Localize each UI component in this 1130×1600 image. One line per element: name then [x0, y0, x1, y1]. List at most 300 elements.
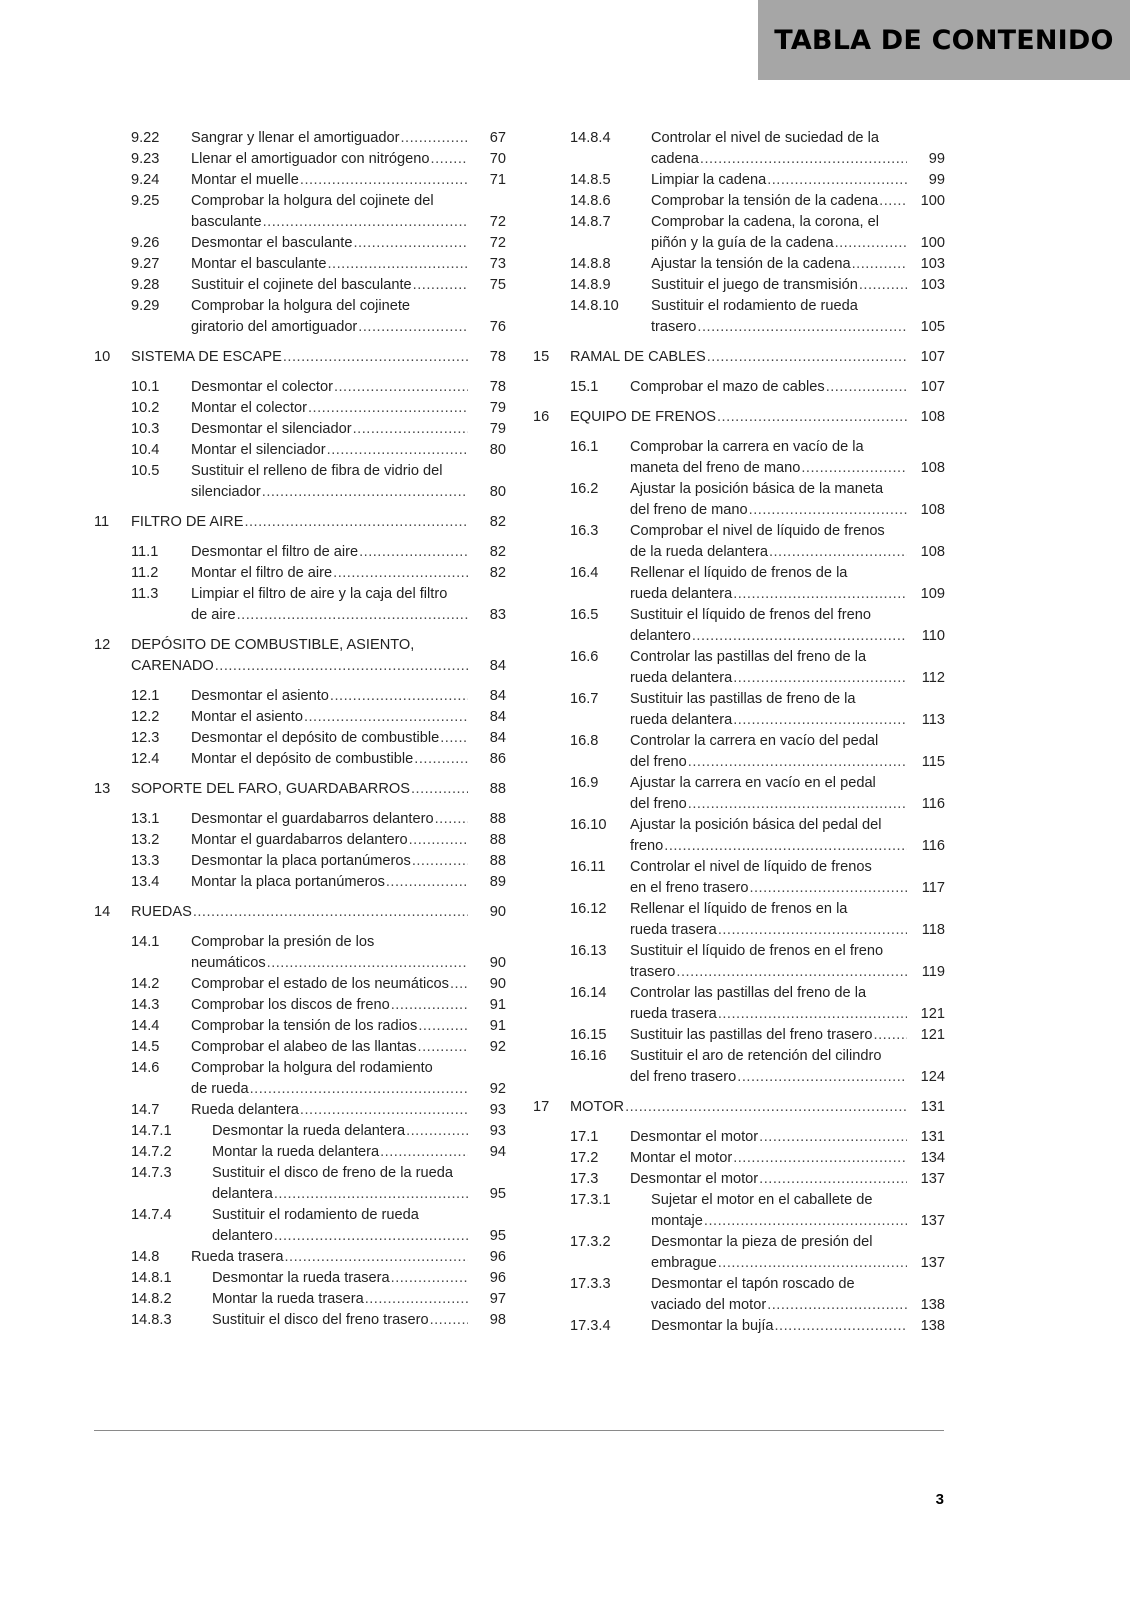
toc-entry-title [191, 398, 472, 419]
toc-entry-last-line [131, 902, 472, 923]
toc-entry-number: 9.27 [131, 256, 160, 272]
toc-entry-last-line [191, 212, 472, 233]
toc-entry-14-1[interactable] [94, 932, 506, 974]
toc-entry-title-line: DEPÓSITO DE COMBUSTIBLE, ASIENTO, [131, 637, 415, 653]
toc-entry-title [630, 1046, 911, 1088]
toc-entry-last-line [630, 584, 911, 605]
toc-entry-number: 12.2 [131, 709, 160, 725]
toc-entry-page: 100 [920, 235, 945, 251]
toc-entry-14-7-1[interactable] [94, 1121, 506, 1142]
toc-entry-last-line [191, 233, 472, 254]
toc-entry-title [191, 728, 472, 749]
toc-entry-number: 12.3 [131, 730, 160, 746]
toc-entry-page: 88 [489, 781, 506, 797]
toc-entry-last-line [570, 407, 911, 428]
toc-entry-title-line: Desmontar el guardabarros delantero [191, 811, 434, 827]
dot-leader [688, 752, 907, 773]
toc-entry-title [630, 815, 911, 857]
toc-entry-13-1[interactable] [94, 809, 506, 830]
toc-entry-title [191, 563, 472, 584]
toc-entry-title-line: de la rueda delantera [630, 544, 768, 560]
toc-entry-14-2[interactable] [94, 974, 506, 995]
toc-entry-last-line [651, 1253, 911, 1274]
toc-entry-last-line [191, 686, 472, 707]
toc-entry-last-line [630, 710, 911, 731]
toc-entry-title-line: trasero [630, 964, 676, 980]
dot-leader [358, 317, 468, 338]
toc-entry-14-8-2[interactable] [94, 1289, 506, 1310]
toc-entry-title-line: Montar el motor [630, 1150, 733, 1166]
toc-entry-page: 95 [489, 1186, 506, 1202]
toc-entry-title-line: Sustituir el disco del freno trasero [212, 1312, 429, 1328]
toc-entry-title [570, 347, 911, 368]
dot-leader [769, 542, 907, 563]
toc-entry-12-2[interactable] [94, 707, 506, 728]
toc-entry-title [630, 377, 911, 398]
toc-entry-title-line: Montar la rueda trasera [212, 1291, 364, 1307]
toc-entry-number: 14.8.1 [131, 1270, 172, 1286]
toc-entry-14[interactable] [94, 902, 506, 923]
toc-entry-17-1[interactable] [533, 1127, 945, 1148]
toc-entry-title-line: neumáticos [191, 955, 266, 971]
toc-entry-17-2[interactable] [533, 1148, 945, 1169]
toc-entry-page: 94 [489, 1144, 506, 1160]
toc-entry-16-1[interactable] [533, 437, 945, 479]
toc-entry-last-line [212, 1121, 472, 1142]
toc-entry-title [630, 563, 911, 605]
toc-entry-last-line [630, 1148, 911, 1169]
toc-entry-14-7-3[interactable] [94, 1163, 506, 1205]
toc-entry-10-1[interactable] [94, 377, 506, 398]
toc-entry-16-5[interactable] [533, 605, 945, 647]
toc-entry-9-25[interactable] [94, 191, 506, 233]
toc-entry-page: 121 [920, 1027, 945, 1043]
toc-entry-last-line [630, 1004, 911, 1025]
toc-entry-last-line [191, 275, 472, 296]
toc-entry-last-line [630, 752, 911, 773]
toc-entry-title [191, 1058, 472, 1100]
toc-entry-page: 70 [489, 151, 506, 167]
dot-leader [688, 794, 907, 815]
toc-entry-9-22[interactable] [94, 128, 506, 149]
toc-entry-9-23[interactable] [94, 149, 506, 170]
toc-entry-16-12[interactable] [533, 899, 945, 941]
toc-entry-9-24[interactable] [94, 170, 506, 191]
page-title: TABLA DE CONTENIDO [774, 24, 1114, 56]
toc-entry-16-13[interactable] [533, 941, 945, 983]
toc-entry-15-1[interactable] [533, 377, 945, 398]
toc-entry-last-line [651, 191, 911, 212]
toc-entry-number: 12.4 [131, 751, 160, 767]
toc-entry-number: 16.9 [570, 775, 599, 791]
toc-entry-16-10[interactable] [533, 815, 945, 857]
toc-entry-number: 16.13 [570, 943, 607, 959]
toc-entry-title-line: Montar el asiento [191, 709, 303, 725]
toc-entry-title [191, 191, 472, 233]
toc-entry-page: 99 [928, 151, 945, 167]
dot-leader [250, 1079, 468, 1100]
toc-entry-9-26[interactable] [94, 233, 506, 254]
toc-entry-title-line: Ajustar la posición básica de la maneta [630, 481, 884, 497]
toc-entry-title [212, 1289, 472, 1310]
toc-entry-title-line: embrague [651, 1255, 717, 1271]
toc-entry-number: 14.8.10 [570, 298, 619, 314]
toc-entry-number: 15 [533, 349, 550, 365]
toc-entry-16-6[interactable] [533, 647, 945, 689]
toc-entry-title-line: Sustituir el líquido de frenos del freno [630, 607, 871, 623]
toc-entry-17-3-3[interactable] [533, 1274, 945, 1316]
toc-entry-number: 13.1 [131, 811, 160, 827]
toc-entry-last-line [131, 656, 472, 677]
toc-entry-page: 131 [920, 1129, 945, 1145]
dot-leader [625, 1097, 907, 1118]
toc-entry-12-1[interactable] [94, 686, 506, 707]
toc-entry-12-3[interactable] [94, 728, 506, 749]
toc-entry-title-line: rueda delantera [630, 712, 733, 728]
toc-entry-page: 76 [489, 319, 506, 335]
toc-entry-title-line: Montar el basculante [191, 256, 327, 272]
toc-entry-number: 9.29 [131, 298, 160, 314]
toc-entry-17-3[interactable] [533, 1169, 945, 1190]
toc-entry-14-8-6[interactable] [533, 191, 945, 212]
toc-entry-title [191, 419, 472, 440]
toc-entry-title-line: Comprobar el nivel de líquido de frenos [630, 523, 885, 539]
toc-entry-number: 13.4 [131, 874, 160, 890]
dot-leader [707, 347, 907, 368]
dot-leader [391, 1268, 468, 1289]
toc-entry-title-line: rueda trasera [630, 922, 717, 938]
toc-entry-title [630, 731, 911, 773]
toc-entry-title-line: Montar el muelle [191, 172, 299, 188]
toc-entry-last-line [630, 377, 911, 398]
toc-entry-title-line: delantero [630, 628, 691, 644]
toc-entry-number: 14.8.3 [131, 1312, 172, 1328]
dot-leader [267, 953, 468, 974]
toc-entry-10-4[interactable] [94, 440, 506, 461]
toc-entry-title [191, 149, 472, 170]
toc-entry-title-line: SOPORTE DEL FARO, GUARDABARROS [131, 781, 410, 797]
toc-entry-title [191, 1247, 472, 1268]
dot-leader [692, 626, 907, 647]
toc-entry-16-2[interactable] [533, 479, 945, 521]
dot-leader [440, 728, 468, 749]
toc-entry-title-line: Sustituir el relleno de fibra de vidrio del [191, 463, 443, 479]
toc-entry-page: 96 [489, 1249, 506, 1265]
toc-entry-16-9[interactable] [533, 773, 945, 815]
toc-entry-17-3-4[interactable] [533, 1316, 945, 1337]
toc-entry-page: 90 [489, 904, 506, 920]
toc-entry-title-line: Montar el silenciador [191, 442, 326, 458]
toc-entry-title [191, 584, 472, 626]
toc-entry-9-29[interactable] [94, 296, 506, 338]
toc-entry-title-line: SISTEMA DE ESCAPE [131, 349, 282, 365]
toc-entry-title-line: Sangrar y llenar el amortiguador [191, 130, 400, 146]
toc-entry-number: 17.3.2 [570, 1234, 611, 1250]
toc-entry-13-4[interactable] [94, 872, 506, 893]
dot-leader [717, 407, 907, 428]
toc-entry-last-line [630, 500, 911, 521]
dot-leader [418, 1037, 468, 1058]
toc-entry-14-8-8[interactable] [533, 254, 945, 275]
toc-entry-number: 16.16 [570, 1048, 607, 1064]
toc-entry-title-line: Ajustar la posición básica del pedal del [630, 817, 882, 833]
toc-entry-title-line: Limpiar la cadena [651, 172, 767, 188]
toc-entry-title-line: Rellenar el líquido de frenos de la [630, 565, 848, 581]
toc-entry-14-7-2[interactable] [94, 1142, 506, 1163]
toc-entry-title-line: maneta del freno de mano [630, 460, 801, 476]
toc-entry-last-line [131, 512, 472, 533]
dot-leader [759, 1127, 907, 1148]
toc-entry-17-3-2[interactable] [533, 1232, 945, 1274]
toc-entry-title-line: del freno de mano [630, 502, 748, 518]
toc-entry-title [191, 707, 472, 728]
toc-entry-11-1[interactable] [94, 542, 506, 563]
toc-entry-number: 9.28 [131, 277, 160, 293]
toc-entry-14-7[interactable] [94, 1100, 506, 1121]
toc-entry-title-line: rueda delantera [630, 670, 733, 686]
toc-entry-14-8-7[interactable] [533, 212, 945, 254]
toc-entry-number: 14.8 [131, 1249, 160, 1265]
toc-entry-16-15[interactable] [533, 1025, 945, 1046]
toc-entry-title [191, 830, 472, 851]
toc-entry-number: 15.1 [570, 379, 599, 395]
toc-entry-title [212, 1142, 472, 1163]
toc-entry-14-6[interactable] [94, 1058, 506, 1100]
toc-entry-number: 12.1 [131, 688, 160, 704]
toc-entry-title-line: Controlar el nivel de líquido de frenos [630, 859, 872, 875]
toc-entry-title-line: Desmontar el colector [191, 379, 333, 395]
toc-entry-title-line: Controlar la carrera en vacío del pedal [630, 733, 879, 749]
toc-entry-page: 88 [489, 832, 506, 848]
toc-entry-title [651, 1316, 911, 1337]
toc-entry-page: 99 [928, 172, 945, 188]
toc-entry-page: 82 [489, 544, 506, 560]
toc-entry-10-5[interactable] [94, 461, 506, 503]
toc-entry-title [131, 902, 472, 923]
toc-entry-last-line [191, 563, 472, 584]
toc-entry-title-line: rueda trasera [630, 1006, 717, 1022]
toc-left-column [94, 128, 506, 1331]
toc-entry-title-line: Sustituir el líquido de frenos en el freno [630, 943, 884, 959]
toc-entry-title [651, 1232, 911, 1274]
toc-entry-page: 119 [921, 964, 945, 980]
toc-entry-number: 14.6 [131, 1060, 160, 1076]
toc-entry-title-line: delantero [212, 1228, 273, 1244]
toc-entry-title-line: freno [630, 838, 664, 854]
toc-entry-title [191, 1037, 472, 1058]
toc-entry-14-8[interactable] [94, 1247, 506, 1268]
toc-entry-last-line [630, 668, 911, 689]
toc-entry-13-3[interactable] [94, 851, 506, 872]
toc-entry-title [191, 461, 472, 503]
toc-entry-10[interactable] [94, 347, 506, 368]
toc-entry-title-line: Comprobar la holgura del cojinete [191, 298, 411, 314]
toc-entry-page: 67 [489, 130, 506, 146]
toc-entry-page: 92 [489, 1039, 506, 1055]
toc-entry-number: 10 [94, 349, 111, 365]
toc-entry-title [630, 1169, 911, 1190]
toc-entry-title-line: Sustituir el rodamiento de rueda [212, 1207, 419, 1223]
toc-entry-16-8[interactable] [533, 731, 945, 773]
toc-entry-16-3[interactable] [533, 521, 945, 563]
toc-entry-title-line: Controlar las pastillas del freno de la [630, 985, 867, 1001]
toc-entry-title-line: cadena [651, 151, 699, 167]
toc-entry-13-2[interactable] [94, 830, 506, 851]
toc-entry-number: 16.10 [570, 817, 607, 833]
toc-entry-10-3[interactable] [94, 419, 506, 440]
toc-entry-title-line: Sustituir el aro de retención del cilindro [630, 1048, 882, 1064]
toc-entry-last-line [651, 275, 911, 296]
toc-entry-title [191, 296, 472, 338]
toc-entry-number: 14.1 [131, 934, 160, 950]
toc-entry-15[interactable] [533, 347, 945, 368]
toc-entry-12-4[interactable] [94, 749, 506, 770]
toc-entry-last-line [191, 254, 472, 275]
toc-entry-14-8-3[interactable] [94, 1310, 506, 1331]
toc-entry-14-3[interactable] [94, 995, 506, 1016]
toc-entry-9-28[interactable] [94, 275, 506, 296]
dot-leader [414, 749, 468, 770]
toc-entry-number: 10.5 [131, 463, 160, 479]
toc-entry-title-line: RAMAL DE CABLES [570, 349, 706, 365]
toc-entry-page: 109 [920, 586, 945, 602]
toc-entry-number: 17.2 [570, 1150, 599, 1166]
toc-entry-14-5[interactable] [94, 1037, 506, 1058]
toc-entry-page: 107 [920, 379, 945, 395]
toc-entry-11[interactable] [94, 512, 506, 533]
toc-entry-page: 78 [489, 379, 506, 395]
dot-leader [733, 710, 907, 731]
toc-right-column [533, 128, 945, 1337]
toc-entry-14-8-10[interactable] [533, 296, 945, 338]
toc-entry-title [630, 899, 911, 941]
toc-entry-page: 73 [489, 256, 506, 272]
dot-leader [365, 1289, 468, 1310]
toc-entry-page: 83 [489, 607, 506, 623]
toc-entry-10-2[interactable] [94, 398, 506, 419]
toc-entry-9-27[interactable] [94, 254, 506, 275]
toc-entry-14-7-4[interactable] [94, 1205, 506, 1247]
toc-entry-page: 78 [489, 349, 506, 365]
toc-entry-title-line: Comprobar la carrera en vacío de la [630, 439, 864, 455]
toc-entry-title-line: vaciado del motor [651, 1297, 767, 1313]
dot-leader [274, 1226, 468, 1247]
toc-entry-number: 9.24 [131, 172, 160, 188]
toc-entry-number: 14.8.7 [570, 214, 611, 230]
toc-entry-title [570, 407, 911, 428]
dot-leader [737, 1067, 907, 1088]
toc-entry-page: 80 [489, 442, 506, 458]
toc-entry-number: 17.3.1 [570, 1192, 611, 1208]
toc-entry-page: 124 [920, 1069, 945, 1085]
toc-entry-12[interactable] [94, 635, 506, 677]
toc-entry-number: 9.26 [131, 235, 160, 251]
toc-entry-number: 17.3.3 [570, 1276, 611, 1292]
toc-entry-title-line: de rueda [191, 1081, 249, 1097]
toc-entry-title-line: Montar la rueda delantera [212, 1144, 380, 1160]
toc-entry-title-line: Controlar el nivel de suciedad de la [651, 130, 879, 146]
dot-leader [359, 542, 468, 563]
toc-entry-last-line [630, 878, 911, 899]
dot-leader [406, 1121, 468, 1142]
toc-entry-number: 14.7.2 [131, 1144, 172, 1160]
toc-entry-title-line: Comprobar la holgura del rodamiento [191, 1060, 433, 1076]
toc-entry-title-line: Comprobar el mazo de cables [630, 379, 825, 395]
dot-leader [718, 1253, 907, 1274]
toc-entry-16-16[interactable] [533, 1046, 945, 1088]
toc-entry-page: 138 [920, 1297, 945, 1313]
dot-leader [718, 920, 907, 941]
toc-entry-title [191, 974, 472, 995]
toc-entry-title [630, 1025, 911, 1046]
toc-entry-title-line: Sustituir el juego de transmisión [651, 277, 858, 293]
toc-entry-11-3[interactable] [94, 584, 506, 626]
dot-leader [353, 233, 468, 254]
toc-entry-13[interactable] [94, 779, 506, 800]
toc-entry-16-14[interactable] [533, 983, 945, 1025]
toc-entry-title [630, 857, 911, 899]
toc-entry-16-11[interactable] [533, 857, 945, 899]
toc-entry-number: 17.3 [570, 1171, 599, 1187]
toc-entry-title-line: Llenar el amortiguador con nitrógeno [191, 151, 430, 167]
toc-entry-number: 13.3 [131, 853, 160, 869]
toc-entry-number: 16.2 [570, 481, 599, 497]
dot-leader [835, 233, 907, 254]
toc-entry-title [651, 254, 911, 275]
dot-leader [263, 212, 468, 233]
toc-entry-14-8-1[interactable] [94, 1268, 506, 1289]
toc-entry-last-line [630, 542, 911, 563]
toc-entry-16[interactable] [533, 407, 945, 428]
toc-entry-14-8-4[interactable] [533, 128, 945, 170]
dot-leader [412, 851, 468, 872]
toc-entry-title-line: Limpiar el filtro de aire y la caja del filtro [191, 586, 448, 602]
toc-entry-page: 108 [920, 409, 945, 425]
toc-entry-title-line: Desmontar el tapón roscado de [651, 1276, 855, 1292]
toc-entry-title [131, 635, 472, 677]
toc-entry-title [630, 1148, 911, 1169]
toc-entry-17-3-1[interactable] [533, 1190, 945, 1232]
toc-entry-page: 137 [920, 1255, 945, 1271]
toc-entry-title-line: CARENADO [131, 658, 214, 674]
dot-leader [284, 1247, 468, 1268]
toc-entry-page: 108 [920, 502, 945, 518]
toc-entry-title [191, 1016, 472, 1037]
toc-entry-page: 72 [489, 214, 506, 230]
toc-entry-title-line: Rueda trasera [191, 1249, 284, 1265]
toc-entry-title-line: del freno trasero [630, 1069, 737, 1085]
toc-entry-number: 16.7 [570, 691, 599, 707]
toc-entry-last-line [191, 1079, 472, 1100]
dot-leader [749, 878, 907, 899]
toc-entry-16-4[interactable] [533, 563, 945, 605]
toc-entry-16-7[interactable] [533, 689, 945, 731]
toc-entry-14-4[interactable] [94, 1016, 506, 1037]
toc-entry-14-8-5[interactable] [533, 170, 945, 191]
toc-entry-title-line: del freno [630, 796, 687, 812]
toc-entry-page: 137 [920, 1213, 945, 1229]
toc-entry-number: 14.7.1 [131, 1123, 172, 1139]
toc-entry-number: 13 [94, 781, 111, 797]
toc-entry-14-8-9[interactable] [533, 275, 945, 296]
toc-entry-17[interactable] [533, 1097, 945, 1118]
dot-leader [334, 377, 468, 398]
toc-entry-11-2[interactable] [94, 563, 506, 584]
toc-entry-title-line: Comprobar la tensión de la cadena [651, 193, 879, 209]
toc-entry-title [191, 233, 472, 254]
toc-entry-title [630, 605, 911, 647]
toc-entry-last-line [630, 458, 911, 479]
